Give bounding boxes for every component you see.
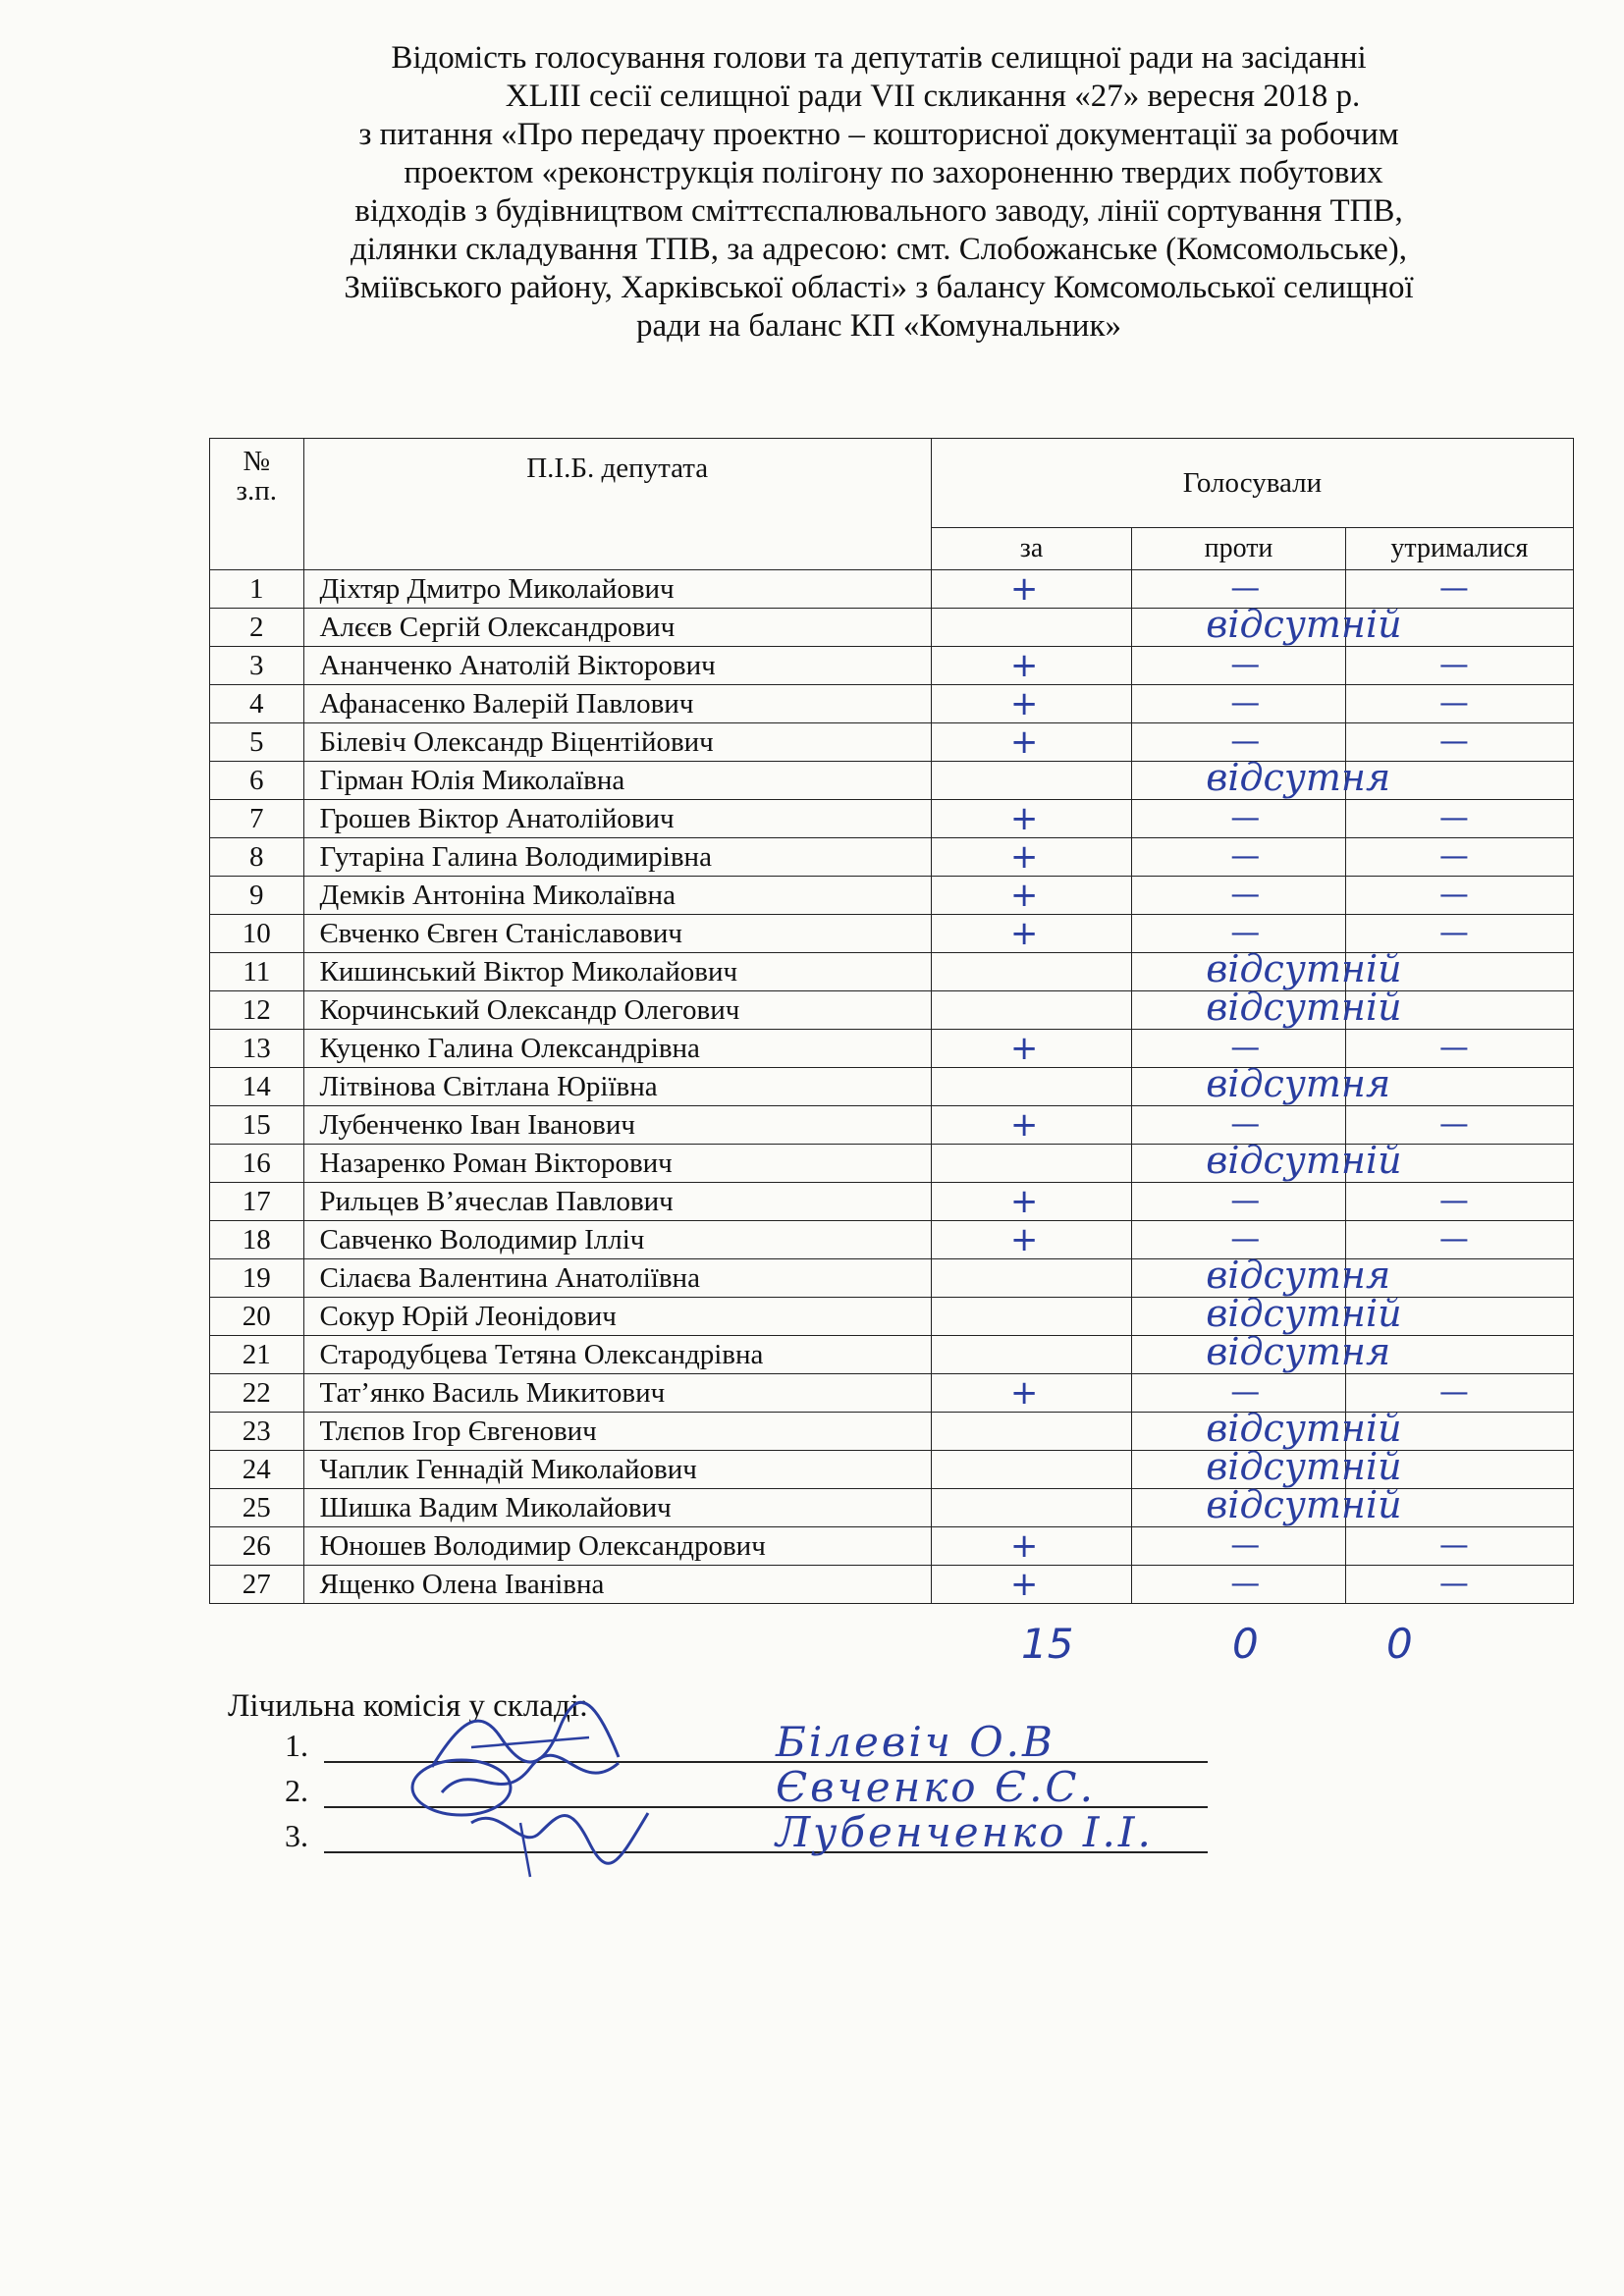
vote-for-cell	[931, 1259, 1131, 1298]
vote-for-mark: +	[1009, 646, 1039, 685]
signature-scrawl	[461, 1793, 658, 1882]
vote-against-mark: —	[1230, 571, 1261, 606]
vote-abstain-mark: —	[1438, 878, 1469, 912]
vote-for-mark: +	[1009, 799, 1039, 838]
vote-for-cell	[931, 570, 1131, 609]
vote-abstain-cell	[1345, 877, 1573, 915]
table-row	[210, 685, 1574, 723]
vote-against-mark: —	[1230, 801, 1261, 835]
table-row	[210, 877, 1574, 915]
table-row	[210, 647, 1574, 685]
vote-for-cell	[931, 1145, 1131, 1183]
deputy-name: Літвінова Світлана Юріївна	[303, 1068, 931, 1106]
table-row	[210, 762, 1574, 800]
row-number: 6	[210, 762, 304, 800]
deputy-name: Демків Антоніна Миколаївна	[303, 877, 931, 915]
deputy-name: Євченко Євген Станіславович	[303, 915, 931, 953]
row-number: 15	[210, 1106, 304, 1145]
row-number: 21	[210, 1336, 304, 1374]
vote-for-cell	[931, 1413, 1131, 1451]
vote-against-mark: —	[1230, 1031, 1261, 1065]
header-name: П.І.Б. депутата	[303, 439, 931, 570]
member-name-handwritten: Євченко Є.С.	[776, 1763, 1096, 1811]
vote-against-mark: —	[1230, 878, 1261, 912]
absent-note-handwritten: відсутній	[1206, 1292, 1402, 1335]
member-name-handwritten: Лубенченко І.І.	[776, 1808, 1154, 1856]
vote-against-cell	[1132, 1183, 1346, 1221]
vote-for-mark: +	[1009, 684, 1039, 723]
vote-abstain-mark: —	[1438, 916, 1469, 950]
vote-abstain-mark: —	[1438, 1528, 1469, 1563]
deputy-name: Алєєв Сергій Олександрович	[303, 609, 931, 647]
row-number: 10	[210, 915, 304, 953]
deputy-name: Лубенченко Іван Іванович	[303, 1106, 931, 1145]
vote-for-cell	[931, 723, 1131, 762]
table-row	[210, 1183, 1574, 1221]
vote-abstain-mark: —	[1438, 648, 1469, 682]
vote-against-cell	[1132, 603, 1402, 647]
vote-against-mark: —	[1230, 724, 1261, 759]
row-number: 22	[210, 1374, 304, 1413]
vote-for-cell	[931, 800, 1131, 838]
row-number: 12	[210, 991, 304, 1030]
vote-for-cell	[931, 953, 1131, 991]
vote-against-cell	[1132, 647, 1346, 685]
vote-abstain-cell	[1345, 1183, 1573, 1221]
title-line: ради на баланс КП «Комунальник»	[636, 308, 1121, 344]
vote-for-mark: +	[1009, 1182, 1039, 1221]
vote-against-cell	[1132, 1527, 1346, 1566]
absent-note-handwritten: відсутній	[1206, 603, 1402, 646]
vote-for-cell	[931, 609, 1131, 647]
absent-note-handwritten: відсутня	[1206, 1330, 1391, 1373]
deputy-name: Корчинський Олександр Олегович	[303, 991, 931, 1030]
table-row	[210, 1489, 1574, 1527]
row-number: 20	[210, 1298, 304, 1336]
row-number: 23	[210, 1413, 304, 1451]
deputy-name: Рильцев В’ячеслав Павлович	[303, 1183, 931, 1221]
row-number: 17	[210, 1183, 304, 1221]
row-number: 14	[210, 1068, 304, 1106]
vote-for-mark: +	[1009, 1526, 1039, 1566]
vote-abstain-mark: —	[1438, 1222, 1469, 1256]
deputy-name: Сілаєва Валентина Анатоліївна	[303, 1259, 931, 1298]
row-number: 19	[210, 1259, 304, 1298]
commission-member	[285, 1808, 1208, 1856]
absent-note-handwritten: відсутня	[1206, 756, 1391, 799]
row-number: 8	[210, 838, 304, 877]
deputy-name: Гірман Юлія Миколаївна	[303, 762, 931, 800]
vote-against-cell	[1132, 1139, 1402, 1183]
vote-for-cell	[931, 1451, 1131, 1489]
row-number: 5	[210, 723, 304, 762]
member-number: 1.	[285, 1728, 308, 1763]
table-row	[210, 1145, 1574, 1183]
deputy-name: Афанасенко Валерій Павлович	[303, 685, 931, 723]
vote-for-mark: +	[1009, 569, 1039, 609]
vote-abstain-mark: —	[1438, 724, 1469, 759]
vote-for-cell	[931, 1298, 1131, 1336]
deputy-name: Сокур Юрій Леонідович	[303, 1298, 931, 1336]
deputy-name: Гутаріна Галина Володимирівна	[303, 838, 931, 877]
total-against: 0	[1232, 1620, 1259, 1668]
table-row	[210, 838, 1574, 877]
vote-for-mark: +	[1009, 914, 1039, 953]
row-number: 16	[210, 1145, 304, 1183]
row-number: 4	[210, 685, 304, 723]
vote-against-cell	[1132, 685, 1346, 723]
document-title	[226, 39, 1532, 346]
absent-note-handwritten: відсутній	[1206, 1445, 1402, 1488]
vote-against-cell	[1132, 986, 1402, 1030]
table-row	[210, 1527, 1574, 1566]
vote-for-cell	[931, 685, 1131, 723]
title-line: з питання «Про передачу проектно – кошторисної документації за робочим	[358, 117, 1399, 152]
vote-for-cell	[931, 1183, 1131, 1221]
table-row	[210, 1566, 1574, 1604]
voting-table	[209, 438, 1574, 1604]
absent-note-handwritten: відсутній	[1206, 1139, 1402, 1182]
vote-against-cell	[1132, 877, 1346, 915]
deputy-name: Діхтяр Дмитро Миколайович	[303, 570, 931, 609]
vote-against-cell	[1132, 1330, 1391, 1374]
deputy-name: Чаплик Геннадій Миколайович	[303, 1451, 931, 1489]
title-line: відходів з будівництвом сміттєспалювального заводу, лінії сортування ТПВ,	[354, 193, 1403, 229]
vote-for-mark: +	[1009, 1565, 1039, 1604]
row-number: 7	[210, 800, 304, 838]
vote-against-mark: —	[1230, 1184, 1261, 1218]
vote-against-mark: —	[1230, 916, 1261, 950]
row-number: 11	[210, 953, 304, 991]
vote-abstain-cell	[1345, 1527, 1573, 1566]
deputy-name: Назаренко Роман Вікторович	[303, 1145, 931, 1183]
vote-abstain-cell	[1345, 800, 1573, 838]
table-row	[210, 1068, 1574, 1106]
title-line: ділянки складування ТПВ, за адресою: смт. Слобожанське (Комсомольське),	[350, 232, 1408, 267]
row-number: 24	[210, 1451, 304, 1489]
vote-for-mark: +	[1009, 1105, 1039, 1145]
title-line: XLIII сесії селищної ради VII скликання «27» вересня 2018 р.	[505, 79, 1361, 114]
vote-abstain-mark: —	[1438, 571, 1469, 606]
vote-against-cell	[1132, 1566, 1346, 1604]
vote-for-cell	[931, 1489, 1131, 1527]
vote-against-cell	[1132, 1062, 1391, 1106]
vote-abstain-mark: —	[1438, 1184, 1469, 1218]
vote-against-mark: —	[1230, 1375, 1261, 1410]
table-row	[210, 609, 1574, 647]
absent-note-handwritten: відсутня	[1206, 1254, 1391, 1297]
member-number: 2.	[285, 1773, 308, 1808]
header-for: за	[931, 528, 1131, 570]
row-number: 18	[210, 1221, 304, 1259]
deputy-name: Ященко Олена Іванівна	[303, 1566, 931, 1604]
row-number: 9	[210, 877, 304, 915]
vote-against-mark: —	[1230, 648, 1261, 682]
title-line: Відомість голосування голови та депутатів селищної ради на засіданні	[391, 40, 1367, 76]
vote-for-mark: +	[1009, 1373, 1039, 1413]
deputy-name: Білевіч Олександр Віцентійович	[303, 723, 931, 762]
vote-against-mark: —	[1230, 1528, 1261, 1563]
deputy-name: Ананченко Анатолій Вікторович	[303, 647, 931, 685]
vote-against-cell	[1132, 756, 1391, 800]
vote-for-cell	[931, 762, 1131, 800]
table-row	[210, 1336, 1574, 1374]
vote-against-mark: —	[1230, 1222, 1261, 1256]
vote-for-mark: +	[1009, 876, 1039, 915]
vote-against-mark: —	[1230, 1567, 1261, 1601]
vote-against-cell	[1132, 838, 1346, 877]
vote-abstain-cell	[1345, 685, 1573, 723]
table-row	[210, 991, 1574, 1030]
total-abstain: 0	[1386, 1620, 1413, 1668]
deputy-name: Тат’янко Василь Микитович	[303, 1374, 931, 1413]
vote-against-cell	[1132, 800, 1346, 838]
vote-against-mark: —	[1230, 1107, 1261, 1142]
vote-abstain-cell	[1345, 838, 1573, 877]
row-number: 26	[210, 1527, 304, 1566]
vote-abstain-mark: —	[1438, 1031, 1469, 1065]
deputy-name: Куценко Галина Олександрівна	[303, 1030, 931, 1068]
vote-abstain-mark: —	[1438, 1567, 1469, 1601]
vote-for-cell	[931, 1106, 1131, 1145]
title-line: проектом «реконструкція полігону по захороненню твердих побутових	[404, 155, 1383, 190]
commission-label: Лічильна комісія у складі:	[228, 1688, 589, 1724]
vote-for-cell	[931, 1068, 1131, 1106]
header-against: проти	[1132, 528, 1346, 570]
vote-for-mark: +	[1009, 1029, 1039, 1068]
row-number: 25	[210, 1489, 304, 1527]
deputy-name: Савченко Володимир Ілліч	[303, 1221, 931, 1259]
header-votes: Голосували	[931, 439, 1573, 528]
row-number: 2	[210, 609, 304, 647]
vote-abstain-mark: —	[1438, 1375, 1469, 1410]
vote-for-cell	[931, 1527, 1131, 1566]
deputy-name: Тлєпов Ігор Євгенович	[303, 1413, 931, 1451]
deputy-name: Юношев Володимир Олександрович	[303, 1527, 931, 1566]
vote-for-cell	[931, 1566, 1131, 1604]
vote-against-mark: —	[1230, 686, 1261, 721]
table-row	[210, 800, 1574, 838]
vote-for-cell	[931, 647, 1131, 685]
deputy-name: Грошев Віктор Анатолійович	[303, 800, 931, 838]
absent-note-handwritten: відсутній	[1206, 986, 1402, 1029]
vote-abstain-cell	[1345, 647, 1573, 685]
member-name-handwritten: Білевіч О.В	[776, 1718, 1056, 1766]
row-number: 27	[210, 1566, 304, 1604]
vote-against-mark: —	[1230, 839, 1261, 874]
row-number: 13	[210, 1030, 304, 1068]
vote-for-cell	[931, 1336, 1131, 1374]
vote-for-cell	[931, 838, 1131, 877]
vote-for-mark: +	[1009, 1220, 1039, 1259]
vote-against-cell	[1132, 1483, 1402, 1527]
vote-abstain-mark: —	[1438, 839, 1469, 874]
vote-for-mark: +	[1009, 722, 1039, 762]
deputy-name: Кишинський Віктор Миколайович	[303, 953, 931, 991]
member-number: 3.	[285, 1818, 308, 1853]
vote-abstain-mark: —	[1438, 801, 1469, 835]
vote-for-cell	[931, 1030, 1131, 1068]
deputy-name: Стародубцева Тетяна Олександрівна	[303, 1336, 931, 1374]
row-number: 1	[210, 570, 304, 609]
vote-abstain-cell	[1345, 1566, 1573, 1604]
vote-for-cell	[931, 991, 1131, 1030]
header-number: № з.п.	[210, 439, 304, 570]
vote-for-cell	[931, 915, 1131, 953]
title-line: Зміївського району, Харківської області» з балансу Комсомольської селищної	[344, 270, 1414, 305]
vote-for-mark: +	[1009, 837, 1039, 877]
vote-for-cell	[931, 877, 1131, 915]
row-number: 3	[210, 647, 304, 685]
vote-abstain-mark: —	[1438, 686, 1469, 721]
vote-for-cell	[931, 1374, 1131, 1413]
vote-abstain-mark: —	[1438, 1107, 1469, 1142]
commission-member	[285, 1763, 1208, 1811]
absent-note-handwritten: відсутній	[1206, 1483, 1402, 1526]
absent-note-handwritten: відсутній	[1206, 1407, 1402, 1450]
vote-for-cell	[931, 1221, 1131, 1259]
total-for: 15	[1021, 1620, 1074, 1668]
absent-note-handwritten: відсутня	[1206, 1062, 1391, 1105]
absent-note-handwritten: відсутній	[1206, 947, 1402, 990]
deputy-name: Шишка Вадим Миколайович	[303, 1489, 931, 1527]
header-abstain: утрималися	[1345, 528, 1573, 570]
